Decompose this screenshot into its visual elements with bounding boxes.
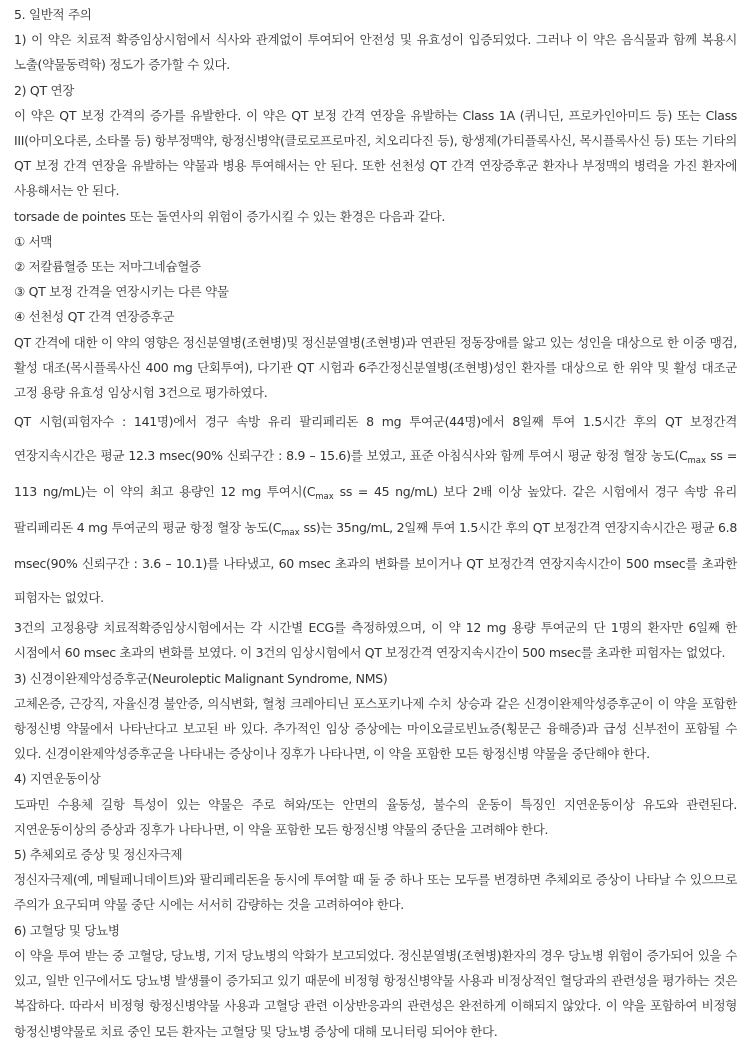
section-title: 5. 일반적 주의 <box>14 7 92 22</box>
cmax-subscript: max <box>315 492 334 503</box>
cmax-subscript: max <box>687 456 707 467</box>
item2-paragraph-4 <box>14 405 737 615</box>
cmax-subscript: max <box>281 528 300 539</box>
item2-paragraph-2: torsade de pointes 또는 돌연사의 위험이 증가시킬 수 있는 환경은 다음과 같다. <box>14 208 446 224</box>
qt-study-text-1: QT 시험(피험자수 : 141명)에서 경구 속방 유리 팔리페리돈 8 mg 투여군(44명)에서 8일째 투여 1.5시간 후의 QT 보정간격 연장지속시간은 평균 12.3 msec(90% 신뢰구간 : 8.9 – 15.6)를 보였고, 표준 아침식사와 함께 투여시 평균 항정 혈장 농도(C <box>14 414 737 464</box>
item2-paragraph-1: 이 약은 QT 보정 간격의 증가를 유발한다. 이 약은 QT 보정 간격 연장을 유발하는 Class 1A (퀴니딘, 프로카인아미드 등) 또는 Class III(아미오다론, 소타롤 등) 항부정맥약, 항정신병약(클로로프로마진, 치오리다진 등), 항생제(가티플록사신, 목시플록사신 등) 또는 기타의 QT 보정 간격 연장을 유발하는 약물과 병용 투여해서는 안 된다. 또한 선천성 QT 간격 연장증후군 환자나 부정맥의 병력을 가진 환자에 사용해서는 안 된다. <box>14 107 737 199</box>
risk-list-item: ④ 선천성 QT 간격 연장증후군 <box>14 309 175 325</box>
risk-list-item: ② 저칼륨혈증 또는 저마그네슘혈증 <box>14 259 201 275</box>
item4-paragraph: 도파민 수용체 길항 특성이 있는 약물은 주로 혀와/또는 안면의 율동성, 불수의 운동이 특징인 지연운동이상 유도와 관련된다. 지연운동이상의 증상과 징후가 나타나면, 이 약을 포함한 모든 항정신병 약물의 중단을 고려해야 한다. <box>14 796 737 837</box>
risk-list-item: ① 서맥 <box>14 233 53 249</box>
item1-paragraph: 1) 이 약은 치료적 확증임상시험에서 식사와 관계없이 투여되어 안전성 및 유효성이 입증되었다. 그러나 이 약은 음식물과 함께 복용시 노출(약물동력학) 정도가 증가할 수 있다. <box>14 32 737 73</box>
item6-paragraph: 이 약을 투여 받는 중 고혈당, 당뇨병, 기저 당뇨병의 악화가 보고되었다. 정신분열병(조현병)환자의 경우 당뇨병 위험이 증가되어 있을 수 있고, 일반 인구에서도 당뇨병 발생률이 증가되고 있기 때문에 비정형 항정신병약물 사용과 비정상적인 혈당과의 관련성을 평가하는 것은 복잡하다. 따라서 비정형 항정신병약물 사용과 고혈당 관련 이상반응과의 관련성은 완전하게 이해되지 않았다. 이 약을 포함하여 비정형 항정신병약물로 치료 중인 모든 환자는 고혈당 및 당뇨병 증상에 대해 모니터링 되어야 한다. <box>14 947 737 1039</box>
item2-paragraph-3: QT 간격에 대한 이 약의 영향은 정신분열병(조현병)및 정신분열병(조현병)과 연관된 정동장애를 앓고 있는 성인을 대상으로 한 이중 맹검, 활성 대조(목시플록사신 400 mg 단회투여), 다기관 QT 시험과 6주간정신분열병(조현병)성인 환자를 대상으로 한 위약 및 활성 대조군 고정 용량 유효성 임상시험 3건으로 평가하였다. <box>14 334 737 401</box>
qt-study-text-3: ss = 45 ng/mL) 보다 2배 이상 높았다. 같은 시험에서 경구 속방 유리 팔리페리돈 4 mg 투여군의 평균 항정 혈장 농도(C <box>14 484 737 536</box>
item3-paragraph: 고체온증, 근강직, 자율신경 불안증, 의식변화, 혈청 크레아티닌 포스포키나제 수치 상승과 같은 신경이완제악성증후군이 이 약을 포함한 항정신병 약물에서 나타난다고 보고된 바 있다. 추가적인 임상 증상에는 마이오글로빈뇨증(횡문근 융해증)과 급성 신부전이 포함될 수 있다. 신경이완제악성증후군을 나타내는 증상이나 징후가 나타나면, 이 약을 포함한 모든 항정신병 약물을 중단해야 한다. <box>14 695 737 762</box>
item3-heading: 3) 신경이완제악성증후군(Neuroleptic Malignant Syndrome, NMS) <box>14 670 388 686</box>
item4-heading: 4) 지연운동이상 <box>14 771 101 787</box>
item6-heading: 6) 고혈당 및 당뇨병 <box>14 922 120 938</box>
item2-paragraph-5: 3건의 고정용량 치료적확증임상시험에서는 각 시간별 ECG를 측정하였으며, 이 약 12 mg 용량 투여군의 단 1명의 환자만 6일째 한 시점에서 60 msec 초과의 변화를 보였다. 이 3건의 임상시험에서 QT 보정간격 연장지속시간이 500 msec를 초과한 피험자는 없었다. <box>14 620 737 661</box>
qt-study-text-4: ss)는 35ng/mL, 2일째 투여 1.5시간 후의 QT 보정간격 연장지속시간은 평균 6.8 msec(90% 신뢰구간 : 3.6 – 10.1)를 나타냈고, 60 msec 초과의 변화를 보이거나 QT 보정간격 연장지속시간이 500 msec를 초과한 피험자는 없었다. <box>14 520 737 606</box>
risk-list-item: ③ QT 보정 간격을 연장시키는 다른 약물 <box>14 284 229 300</box>
item5-paragraph: 정신자극제(예, 메틸페니데이트)와 팔리페리돈을 동시에 투여할 때 둘 중 하나 또는 모두를 변경하면 추체외로 증상이 나타날 수 있으므로 주의가 요구되며 약물 중단 시에는 서서히 감량하는 것을 고려하여야 한다. <box>14 872 737 913</box>
qt-study-text-2: ss = 113 ng/mL)는 이 약의 최고 용량인 12 mg 투여시(C <box>14 448 737 500</box>
item5-heading: 5) 추체외로 증상 및 정신자극제 <box>14 847 183 863</box>
item2-heading: 2) QT 연장 <box>14 82 75 98</box>
